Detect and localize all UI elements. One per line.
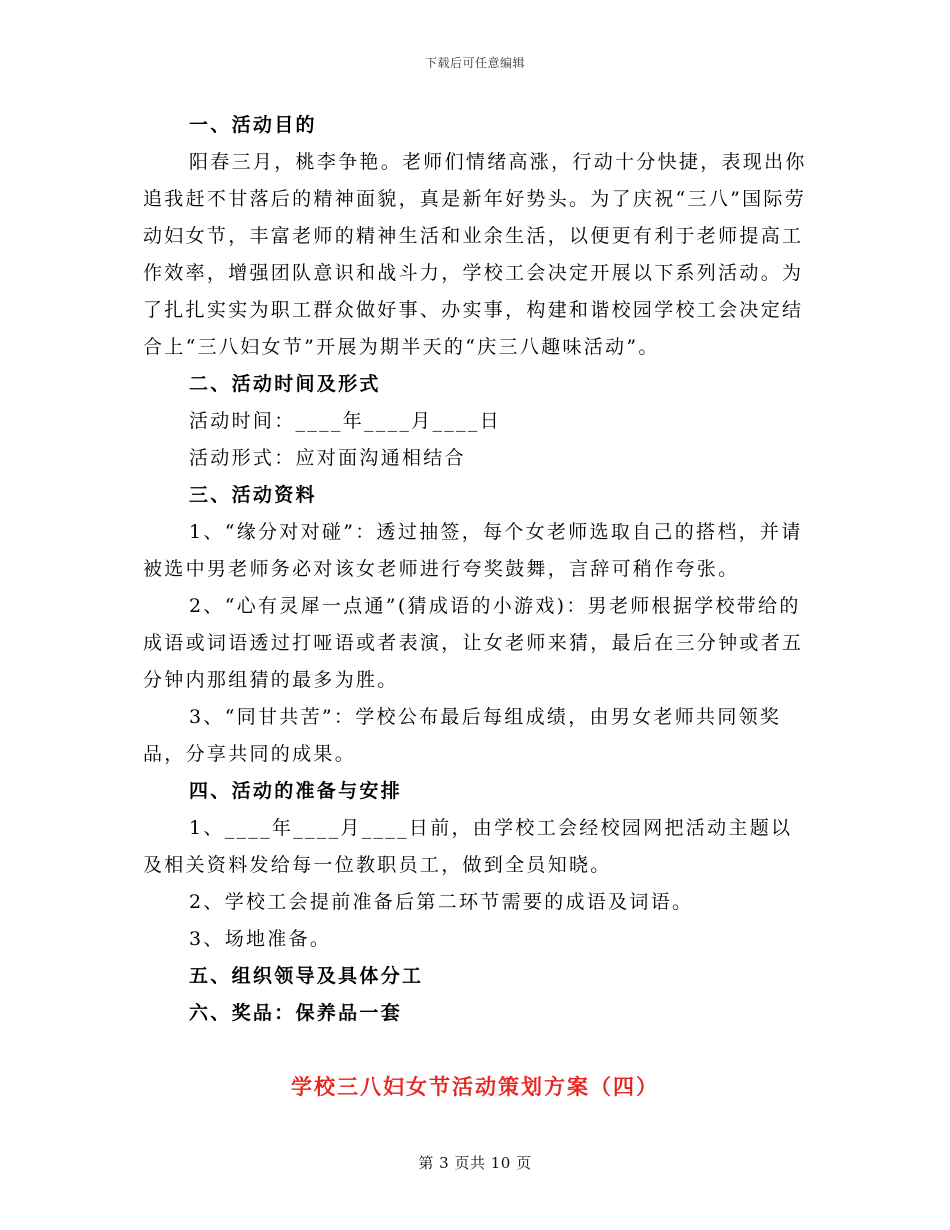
activity-form: 活动形式：应对面沟通相结合 — [189, 447, 466, 469]
document-body — [143, 107, 808, 1032]
activity-time: 活动时间：____年____月____日 — [189, 410, 502, 432]
materials-item-1: 1、“缘分对对碰”：透过抽签，每个女老师选取自己的搭档，并请被选中男老师务必对该女老师进行夸奖鼓舞，言辞可稍作夸张。 — [143, 521, 803, 580]
preparation-item-1: 1、____年____月____日前，由学校工会经校园网把活动主题以及相关资料发给每一位教职员工，做到全员知晓。 — [143, 817, 793, 876]
next-plan-title: 学校三八妇女节活动策划方案（四） — [291, 1075, 659, 1099]
section-heading-purpose: 一、活动目的 — [189, 114, 317, 136]
section-heading-organization: 五、组织领导及具体分工 — [189, 965, 424, 987]
section-heading-prize: 六、奖品：保养品一套 — [189, 1002, 403, 1024]
materials-item-3: 3、“同甘共苦”：学校公布最后每组成绩，由男女老师共同领奖品，分享共同的成果。 — [143, 706, 782, 765]
section-heading-materials: 三、活动资料 — [189, 484, 317, 506]
section-heading-time-form: 二、活动时间及形式 — [189, 373, 381, 395]
section-heading-preparation: 四、活动的准备与安排 — [189, 780, 403, 802]
purpose-paragraph: 阳春三月，桃李争艳。老师们情绪高涨，行动十分快捷，表现出你追我赶不甘落后的精神面貌，真是新年好势头。为了庆祝“三八”国际劳动妇女节，丰富老师的精神生活和业余生活，以便更有利于老师提高工作效率，增强团队意识和战斗力，学校工会决定开展以下系列活动。为了扎扎实实为职工群众做好事、办实事，构建和谐校园学校工会决定结合上“三八妇女节”开展为期半天的“庆三八趣味活动”。 — [143, 151, 807, 358]
materials-item-2: 2、“心有灵犀一点通”(猜成语的小游戏)：男老师根据学校带给的成语或词语透过打哑语或者表演，让女老师来猜，最后在三分钟或者五分钟内那组猜的最多为胜。 — [143, 595, 804, 691]
page-footer: 第 3 页共 10 页 — [418, 1154, 532, 1172]
preparation-item-3: 3、场地准备。 — [189, 928, 332, 950]
preparation-item-2: 2、学校工会提前准备后第二环节需要的成语及词语。 — [189, 891, 694, 913]
page-header: 下载后可任意编辑 — [424, 56, 525, 70]
